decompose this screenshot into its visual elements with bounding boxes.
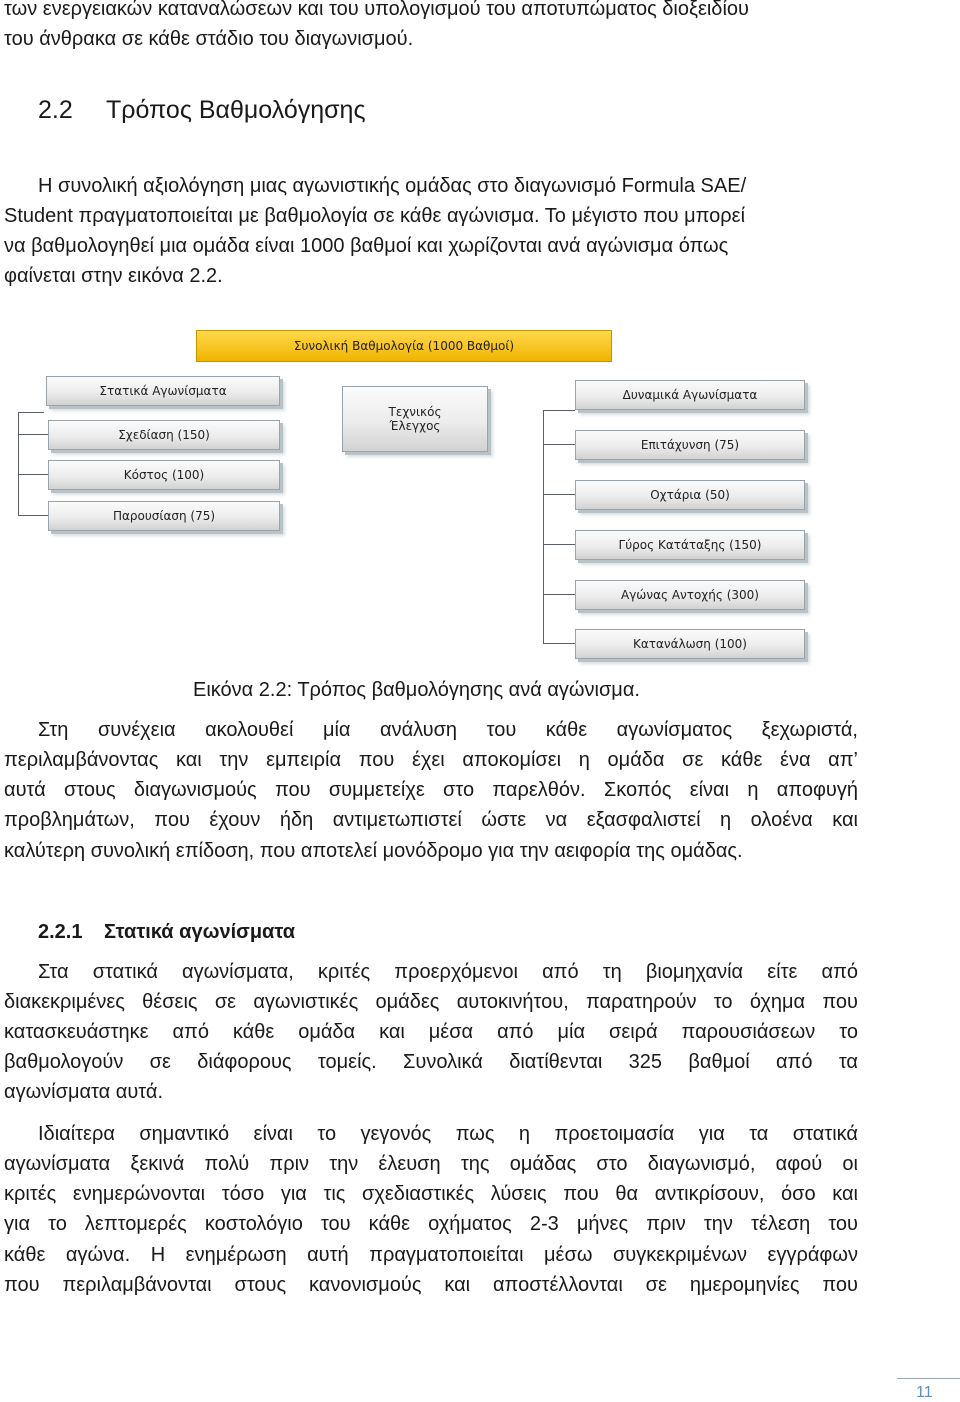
paragraph-line: κατασκευάστηκε από κάθε ομάδα και μέσα από μία σειρά παρουσιάσεων το	[4, 1021, 858, 1043]
connector-line	[543, 444, 575, 445]
technical-inspection-label: Τεχνικός	[388, 405, 442, 419]
paragraph-line: κριτές ενημερώνονται τόσο για τις σχεδιαστικές λύσεις που θα αντικρίσουν, όσο και	[4, 1183, 858, 1205]
static-item-presentation: Παρουσίαση (75)	[48, 501, 280, 531]
paragraph-line: διακεκριμένες θέσεις σε αγωνιστικές ομάδες αυτοκινήτου, παρατηρούν το όχημα που	[4, 991, 858, 1013]
paragraph-line: κάθε αγώνα. Η ενημέρωση αυτή πραγματοποιείται μέσω συγκεκριμένων εγγράφων	[4, 1244, 858, 1266]
paragraph-line: Student πραγματοποιείται με βαθμολογία σε κάθε αγώνισμα. Το μέγιστο που μπορεί	[4, 205, 746, 227]
connector-line	[543, 410, 575, 411]
static-item-design: Σχεδίαση (150)	[48, 420, 280, 450]
connector-line	[543, 494, 575, 495]
technical-inspection-box	[342, 386, 488, 452]
paragraph-line: να βαθμολογηθεί μια ομάδα είναι 1000 βαθμοί και χωρίζονται ανά αγώνισμα όπως	[4, 235, 729, 257]
dynamic-events-box: Δυναμικά Αγωνίσματα	[575, 380, 805, 410]
connector-line	[18, 515, 48, 516]
paragraph-line: των ενεργειακών καταναλώσεων και του υπολογισμού του αποτυπώματος διοξειδίου	[4, 0, 749, 20]
paragraph-line: που περιλαμβάνονται στους κανονισμούς και αποστέλλονται σε ημερομηνίες που	[4, 1274, 858, 1296]
paragraph-line: αγωνίσματα αυτά.	[4, 1081, 164, 1103]
paragraph-line: περιλαμβάνοντας και την εμπειρία που έχει αποκομίσει η ομάδα σε κάθε ένα απ’	[4, 749, 858, 771]
paragraph-line: Ιδιαίτερα σημαντικό είναι το γεγονός πως η προετοιμασία για τα στατικά	[38, 1123, 858, 1145]
connector-line	[18, 434, 48, 435]
dynamic-item-efficiency: Κατανάλωση (100)	[575, 629, 805, 659]
dynamic-item-endurance: Αγώνας Αντοχής (300)	[575, 580, 805, 610]
subsection-number: 2.2.1	[38, 921, 83, 943]
connector-line	[543, 594, 575, 595]
technical-inspection-label: Έλεγχος	[389, 419, 441, 433]
paragraph-line: του άνθρακα σε κάθε στάδιο του διαγωνισμού.	[4, 28, 414, 50]
dynamic-item-acceleration: Επιτάχυνση (75)	[575, 430, 805, 460]
section-number: 2.2	[38, 96, 73, 124]
paragraph-line: αυτά στους διαγωνισμούς που συμμετείχε στο παρελθόν. Σκοπός είναι η αποφυγή	[4, 779, 858, 801]
paragraph-line: καλύτερη συνολική επίδοση, που αποτελεί μονόδρομο για την αειφορία της ομάδας.	[4, 840, 743, 862]
paragraph-line: Στη συνέχεια ακολουθεί μία ανάλυση του κάθε αγωνίσματος ξεχωριστά,	[38, 719, 858, 741]
connector-line	[18, 474, 48, 475]
paragraph-line: προβλημάτων, που έχουν ήδη αντιμετωπιστεί ώστε να εξασφαλιστεί η ολοένα και	[4, 809, 858, 831]
section-title: Τρόπος Βαθμολόγησης	[106, 96, 366, 124]
figure-caption: Εικόνα 2.2: Τρόπος βαθμολόγησης ανά αγώνισμα.	[193, 679, 640, 701]
page-number-rule	[897, 1378, 960, 1379]
paragraph-line: φαίνεται στην εικόνα 2.2.	[4, 265, 223, 287]
static-item-cost: Κόστος (100)	[48, 460, 280, 490]
connector-line	[543, 643, 575, 644]
paragraph-line: Στα στατικά αγωνίσματα, κριτές προερχόμενοι από τη βιομηχανία είτε από	[38, 961, 858, 983]
connector-line	[543, 410, 544, 644]
paragraph-line: Η συνολική αξιολόγηση μιας αγωνιστικής ομάδας στο διαγωνισμό Formula SAE/	[38, 175, 747, 197]
paragraph-line: για το λεπτομερές κοστολόγιο του κάθε οχήματος 2-3 μήνες πριν την τέλεση του	[4, 1213, 858, 1235]
paragraph-line: αγωνίσματα ξεκινά πολύ πριν την έλευση της ομάδας στο διαγωνισμό, αφού οι	[4, 1153, 858, 1175]
dynamic-item-autocross: Γύρος Κατάταξης (150)	[575, 530, 805, 560]
dynamic-item-skidpad: Οχτάρια (50)	[575, 480, 805, 510]
page-number: 11	[916, 1384, 933, 1401]
connector-line	[543, 544, 575, 545]
connector-line	[18, 412, 44, 413]
paragraph-line: βαθμολογούν σε διάφορους τομείς. Συνολικά διατίθενται 325 βαθμοί από τα	[4, 1051, 858, 1073]
total-score-box: Συνολική Βαθμολογία (1000 Βαθμοί)	[196, 330, 612, 362]
static-events-box: Στατικά Αγωνίσματα	[46, 376, 280, 406]
subsection-title: Στατικά αγωνίσματα	[104, 921, 296, 943]
connector-line	[18, 412, 19, 516]
